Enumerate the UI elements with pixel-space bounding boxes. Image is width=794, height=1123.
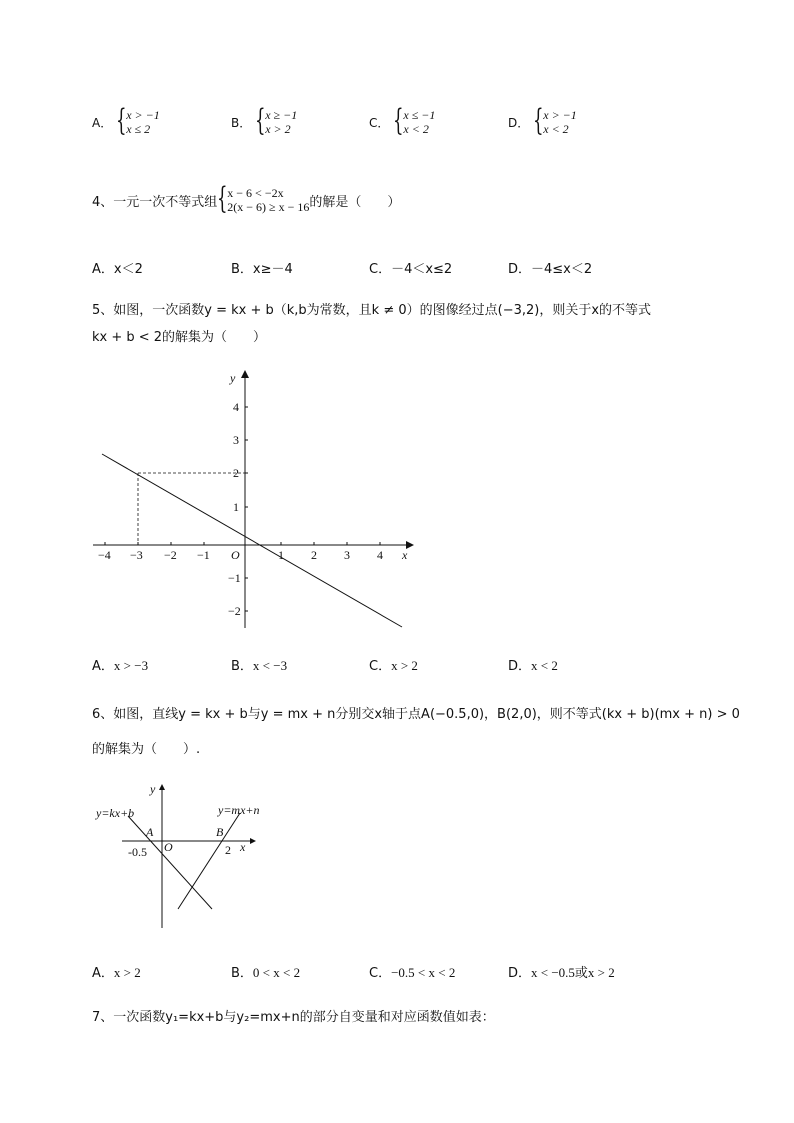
system-line: x ≤ −1 xyxy=(403,108,436,122)
q3-option-b xyxy=(231,103,298,138)
q7-stem: 7、一次函数y₁=kx+b与y₂=mx+n的部分自变量和对应函数值如表： xyxy=(92,1010,495,1025)
x-tick-label: −2 xyxy=(164,548,177,562)
option-label: C． xyxy=(369,966,392,981)
q6-option-c xyxy=(369,962,455,981)
option-text: －4≤x＜2 xyxy=(531,262,593,277)
y-tick-label: −2 xyxy=(228,604,241,618)
brace-icon: { xyxy=(393,103,404,138)
option-text: x > 2 xyxy=(113,965,141,980)
system-line: 2(x − 6) ≥ x − 16 xyxy=(227,200,310,214)
x-tick-label: 4 xyxy=(377,548,383,562)
x-tick-label: −3 xyxy=(130,548,143,562)
y-axis-label: y xyxy=(230,371,236,385)
brace-icon: { xyxy=(217,181,228,216)
brace-icon: { xyxy=(533,103,544,138)
system-line: x − 6 < −2x xyxy=(227,186,284,200)
option-label: B． xyxy=(231,659,253,674)
option-text: x < −3 xyxy=(252,658,288,673)
q6-option-a xyxy=(92,962,141,981)
option-label: A． xyxy=(92,115,113,130)
option-text: 0 < x < 2 xyxy=(252,965,301,980)
option-label: B． xyxy=(231,262,253,277)
q4-option-a xyxy=(92,258,143,277)
q5-stem-line2: kx + b < 2的解集为（ ） xyxy=(92,330,267,345)
option-text: −0.5 < x < 2 xyxy=(391,965,456,980)
x-axis-label: x xyxy=(402,548,408,562)
q4-option-c xyxy=(369,258,452,277)
option-text: x > −3 xyxy=(113,658,149,673)
origin-label: O xyxy=(164,840,173,854)
a-value-label: -0.5 xyxy=(128,845,147,859)
q6-option-b xyxy=(231,962,300,981)
line1-label: y=kx+b xyxy=(96,806,135,820)
q5-option-d xyxy=(508,655,558,674)
point-b-label: B xyxy=(216,825,224,839)
option-label: A． xyxy=(92,659,114,674)
y-tick-label: 4 xyxy=(233,400,239,414)
x-tick-label: 2 xyxy=(311,548,317,562)
q6-option-d xyxy=(508,962,615,981)
q4-stem xyxy=(92,181,401,216)
x-tick-label: 1 xyxy=(278,548,284,562)
option-label: D． xyxy=(508,262,532,277)
q5-stem-line1: 5、如图，一次函数y = kx + b（k,b为常数，且k ≠ 0）的图像经过点(−3,2)，则关于x的不等式 xyxy=(92,303,652,318)
q6-graph xyxy=(92,778,282,933)
q4-option-d xyxy=(508,258,592,277)
option-label: C． xyxy=(369,659,392,674)
y-tick-label: −1 xyxy=(228,571,241,585)
option-label: B． xyxy=(231,966,253,981)
origin-label: O xyxy=(231,548,240,562)
q3-option-a xyxy=(92,103,160,138)
system-line: x ≥ −1 xyxy=(265,108,298,122)
y-axis-arrow-icon xyxy=(241,370,249,378)
y-axis-label: y xyxy=(150,782,156,796)
point-a-label: A xyxy=(146,825,154,839)
option-label: A． xyxy=(92,262,114,277)
option-label: C． xyxy=(369,115,390,130)
q5-graph xyxy=(88,366,418,636)
y-tick-label: 2 xyxy=(233,466,239,480)
q4-suffix: 的解是（ ） xyxy=(309,194,401,210)
line-mx-n xyxy=(178,813,240,909)
q5-option-a xyxy=(92,655,148,674)
x-axis-arrow-icon xyxy=(250,838,256,844)
b-value-label: 2 xyxy=(225,843,231,857)
q5-option-b xyxy=(231,655,287,674)
option-text: x < −0.5或x > 2 xyxy=(531,965,615,980)
option-label: B． xyxy=(231,115,252,130)
x-tick-label: 3 xyxy=(344,548,350,562)
x-axis-label: x xyxy=(240,840,246,854)
line2-label: y=mx+n xyxy=(218,803,260,817)
y-tick-label: 3 xyxy=(233,433,239,447)
option-label: A． xyxy=(92,966,114,981)
x-tick-label: −4 xyxy=(98,548,111,562)
q6-stem-line2: 的解集为（ ）. xyxy=(92,742,201,757)
system-line: x > 2 xyxy=(265,122,291,136)
system-line: x > −1 xyxy=(543,108,577,122)
option-label: C． xyxy=(369,262,392,277)
q3-option-c xyxy=(369,103,436,138)
option-text: －4＜x≤2 xyxy=(391,262,453,277)
y-tick-label: 1 xyxy=(233,500,239,514)
q4-prefix: 4、一元一次不等式组 xyxy=(92,194,218,210)
q3-option-d xyxy=(508,103,577,138)
line-kx-b xyxy=(128,816,212,909)
y-axis-arrow-icon xyxy=(159,784,165,790)
option-label: D． xyxy=(508,966,532,981)
function-line xyxy=(102,454,402,627)
system-line: x > −1 xyxy=(126,108,160,122)
system-line: x < 2 xyxy=(403,122,429,136)
system-line: x < 2 xyxy=(543,122,569,136)
option-text: x > 2 xyxy=(391,658,418,673)
option-label: D． xyxy=(508,659,532,674)
brace-icon: { xyxy=(116,103,127,138)
q5-option-c xyxy=(369,655,418,674)
option-text: x＜2 xyxy=(113,262,143,277)
option-text: x≥－4 xyxy=(252,262,293,277)
option-text: x < 2 xyxy=(531,658,558,673)
system-line: x ≤ 2 xyxy=(126,122,151,136)
q6-stem-line1: 6、如图，直线y = kx + b与y = mx + n分别交x轴于点A(−0.5,0)，B(2,0)，则不等式(kx + b)(mx + n) > 0 xyxy=(92,707,740,722)
brace-icon: { xyxy=(255,103,266,138)
x-tick-label: −1 xyxy=(197,548,210,562)
q4-option-b xyxy=(231,258,293,277)
option-label: D． xyxy=(508,115,530,130)
